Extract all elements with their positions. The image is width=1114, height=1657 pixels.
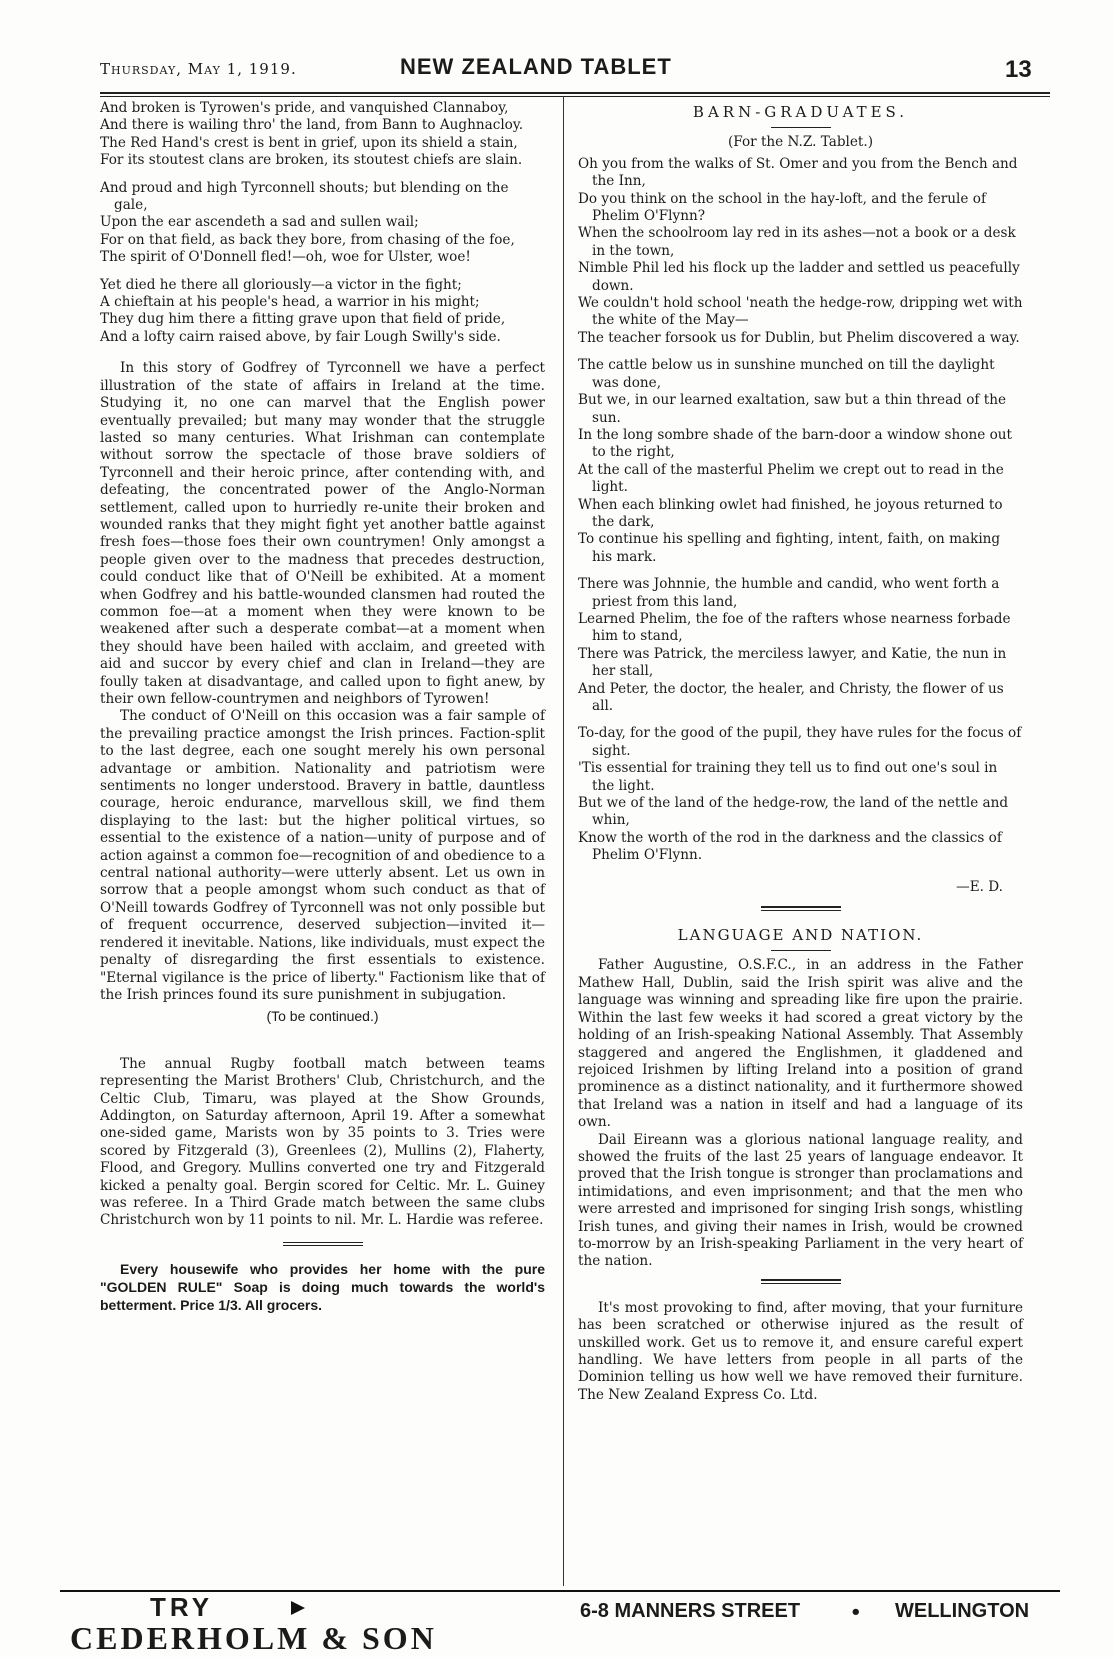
article-paragraph: The conduct of O'Neill on this occasion was a fair sample of the prevailing practice amongst the Irish princes. Faction-split to the last degree, each one sought merely his own personal advantage or ambition. Nationality and patriotism were sentiments no longer understood. Bravery in battle, dauntless courage, heroic endurance, marvellous skill, we find them displaying to the last: but the higher political virtues, so essential to the existence of a nation—unity of purpose and of action against a common foe—recognition of and obedience to a central national authority—were utterly absent. Let us own in sorrow that a people amongst whom such conduct as that of O'Neill towards Godfrey of Tyrconnell was not only possible but of frequent occurrence, deserved subjection—invited it—rendered it inevitable. Nations, like individuals, must expect the penalty of disregarding the first essentials to existence. "Eternal vigilance is the price of liberty." Factionism like that of the Irish princes found its sure punishment in subjugation. [100,708,545,1003]
poem-line: The cattle below us in sunshine munched on till the daylight was done, [578,357,995,391]
tyrconnell-poem [100,100,545,346]
ad-try: TRY [150,1592,214,1622]
poem-title: BARN-GRADUATES. [692,103,909,121]
poem-line: They dug him there a fitting grave upon that field of pride, [100,311,506,328]
poem-line: And a lofty cairn raised above, by fair Lough Swilly's side. [100,328,501,345]
poem-line: To-day, for the good of the pupil, they have rules for the focus of sight. [578,725,1022,759]
poem-line: Nimble Phil led his flock up the ladder and settled us peacefully down. [578,260,1020,294]
poem-line: Oh you from the walks of St. Omer and you from the Bench and the Inn, [578,155,1018,190]
section-rule [761,1279,841,1284]
right-column [578,100,1023,1404]
left-column [100,100,545,1328]
poem-byline: (For the N.Z. Tablet.) [727,134,874,151]
page-number: 13 [1005,56,1032,83]
rugby-report: The annual Rugby football match between teams representing the Marist Brothers' Club, Christchurch, and the Celtic Club, Timaru, was played at the Show Grounds, Addington, on Saturday afternoon, April 19. After a somewhat one-sided game, Marists won by 35 points to 3. Tries were scored by Fitzgerald (3), Greenlees (2), Mullins (2), Flaherty, Flood, and Gregory. Mullins converted one try and Fitzgerald kicked a penalty goal. Bergin scored for Celtic. Mr. L. Guiney was referee. In a Third Grade match between the same clubs Christchurch won by 11 points to nil. Mr. L. Hardie was referee. [100,1055,545,1229]
section-rule [283,1242,363,1246]
ad-address: 6-8 MANNERS STREET [580,1600,801,1622]
poem-line: Upon the ear ascendeth a sad and sullen wail; [100,214,419,231]
poem-line: The Red Hand's crest is bent in grief, upon its shield a stain, [100,134,518,151]
barn-graduates-poem [578,156,1023,865]
poem-line: When the schoolroom lay red in its ashes—not a book or a desk in the town, [578,225,1016,259]
poem-line: In the long sombre shade of the barn-door a window shone out to the right, [578,426,1012,461]
poem-line: We couldn't hold school 'neath the hedge-row, dripping wet with the white of the May— [578,295,1023,329]
poem-line: There was Patrick, the merciless lawyer, and Katie, the nun in her stall, [578,645,1007,680]
poem-stanza [100,277,545,347]
section-rule [761,906,841,911]
poem-line: A chieftain at his people's head, a warrior in his might; [100,294,480,311]
poem-line: And Peter, the doctor, the healer, and Christy, the flower of us all. [578,680,1004,714]
poem-line: And there is wailing thro' the land, from Bann to Aughnacloy. [100,117,524,134]
poem-line: But we of the land of the hedge-row, the land of the nettle and whin, [578,795,1009,829]
header-rule [100,92,1050,97]
soap-advert: Every housewife who provides her home with the pure "GOLDEN RULE" Soap is doing much towards the world's betterment. Price 1/3. All grocers. [100,1260,545,1313]
poem-signature: —E. D. [956,878,1003,895]
poem-line: And broken is Tyrowen's pride, and vanquished Clannaboy, [100,100,509,116]
language-title: LANGUAGE AND NATION. [677,926,924,945]
title-rule [771,950,831,951]
ad-separator: • [850,1602,862,1623]
poem-line: To continue his spelling and fighting, intent, faith, on making his mark. [578,531,1001,565]
poem-line: For its stoutest clans are broken, its stoutest chiefs are slain. [100,152,523,169]
poem-line: 'Tis essential for training they tell us to find out one's soul in the light. [578,760,998,794]
poem-line: But we, in our learned exaltation, saw but a thin thread of the sun. [578,392,1007,426]
poem-line: The spirit of O'Donnell fled!—oh, woe for Ulster, woe! [100,249,471,266]
column-divider [563,96,564,1586]
article-paragraph: Dail Eireann was a glorious national language reality, and showed the fruits of the last 25 years of language endeavor. It proved that the Irish tongue is stronger than proclamations and intimidations, and even imprisonment; and that the men who were arrested and imprisoned for singing Irish songs, whistling Irish tunes, and giving their names in Irish, would be crowned to-morrow by an Irish-speaking Parliament in the very heart of the nation. [578,1131,1023,1270]
issue-date: Thursday, May 1, 1919. [100,60,297,78]
ad-firm-name: CEDERHOLM & SON [70,1620,437,1656]
masthead-title: NEW ZEALAND TABLET [400,54,672,79]
poem-stanza [578,357,1023,566]
poem-line: Know the worth of the rod in the darkness and the classics of Phelim O'Flynn. [578,829,1002,864]
arrow-icon [235,1598,305,1618]
poem-stanza [578,576,1023,715]
poem-line: The teacher forsook us for Dublin, but Phelim discovered a way. [578,329,1020,346]
poem-line: Do you think on the school in the hay-loft, and the ferule of Phelim O'Flynn? [578,190,986,225]
poem-line: For on that field, as back they bore, from chasing of the foe, [100,231,515,248]
poem-line: When each blinking owlet had finished, he joyous returned to the dark, [578,496,1003,530]
furniture-advert: It's most provoking to find, after moving, that your furniture has been scratched or otherwise injured as the result of unskilled work. Get us to remove it, and ensure careful expert handling. We have letters from people in all parts of the Dominion telling us how well we have removed their furniture. The New Zealand Express Co. Ltd. [578,1299,1023,1403]
poem-line: And proud and high Tyrconnell shouts; but blending on the gale, [100,179,509,214]
poem-line: Learned Phelim, the foe of the rafters whose nearness forbade him to stand, [578,610,1011,645]
title-rule [771,127,831,128]
poem-line: At the call of the masterful Phelim we crept out to read in the light. [578,461,1004,496]
article-paragraph: Father Augustine, O.S.F.C., in an address in the Father Mathew Hall, Dublin, said the Irish spirit was alive and the language was winning and spreading like fire upon the prairie. Within the last few weeks it had scored a great victory by the holding of an Irish-speaking National Assembly. That Assembly staggered and angered the Englishmen, it gladdened and rejoiced Irishmen by lifting Ireland into a position of grand prominence as a distinct nationality, and it furthermore showed that Ireland was a nation in itself and had a language of its own. [578,957,1023,1131]
ad-city: WELLINGTON [895,1600,1030,1622]
poem-line: There was Johnnie, the humble and candid, who went forth a priest from this land, [578,576,1000,610]
page-header [100,52,1050,88]
poem-stanza [100,180,545,267]
article-paragraph: In this story of Godfrey of Tyrconnell we have a perfect illustration of the state of affairs in Ireland at the time. Studying it, no one can marvel that the English power eventually prevailed; but many may wonder that the struggle lasted so many centuries. What Irishman can contemplate without sorrow the spectacle of those brave soldiers of Tyrconnell and their heroic prince, after contending with, and defeating, the concentrated power of the Anglo-Norman settlement, called upon to hurriedly re-unite their broken and wounded ranks that they might fight yet another battle against fresh foes—those foes their own countrymen! Only amongst a people given over to the madness that precedes destruction, could conduct like that of O'Neill be exhibited. At a moment when Godfrey and his battle-wounded clansmen had routed the common foe—at a moment when they were known to be weakened after such a desperate combat—at a moment when they should have been hailed with acclaim, and greeted with aid and succor by every chief and clan in Ireland—they are foully taken at disadvantage, and called upon to fight anew, by their own fellow-countrymen and neighbors of Tyrowen! [100,360,545,707]
to-be-continued: (To be continued.) [266,1008,379,1025]
poem-stanza [100,100,545,170]
poem-stanza [578,156,1023,347]
poem-line: Yet died he there all gloriously—a victor in the fight; [100,276,462,293]
poem-stanza [578,725,1023,864]
